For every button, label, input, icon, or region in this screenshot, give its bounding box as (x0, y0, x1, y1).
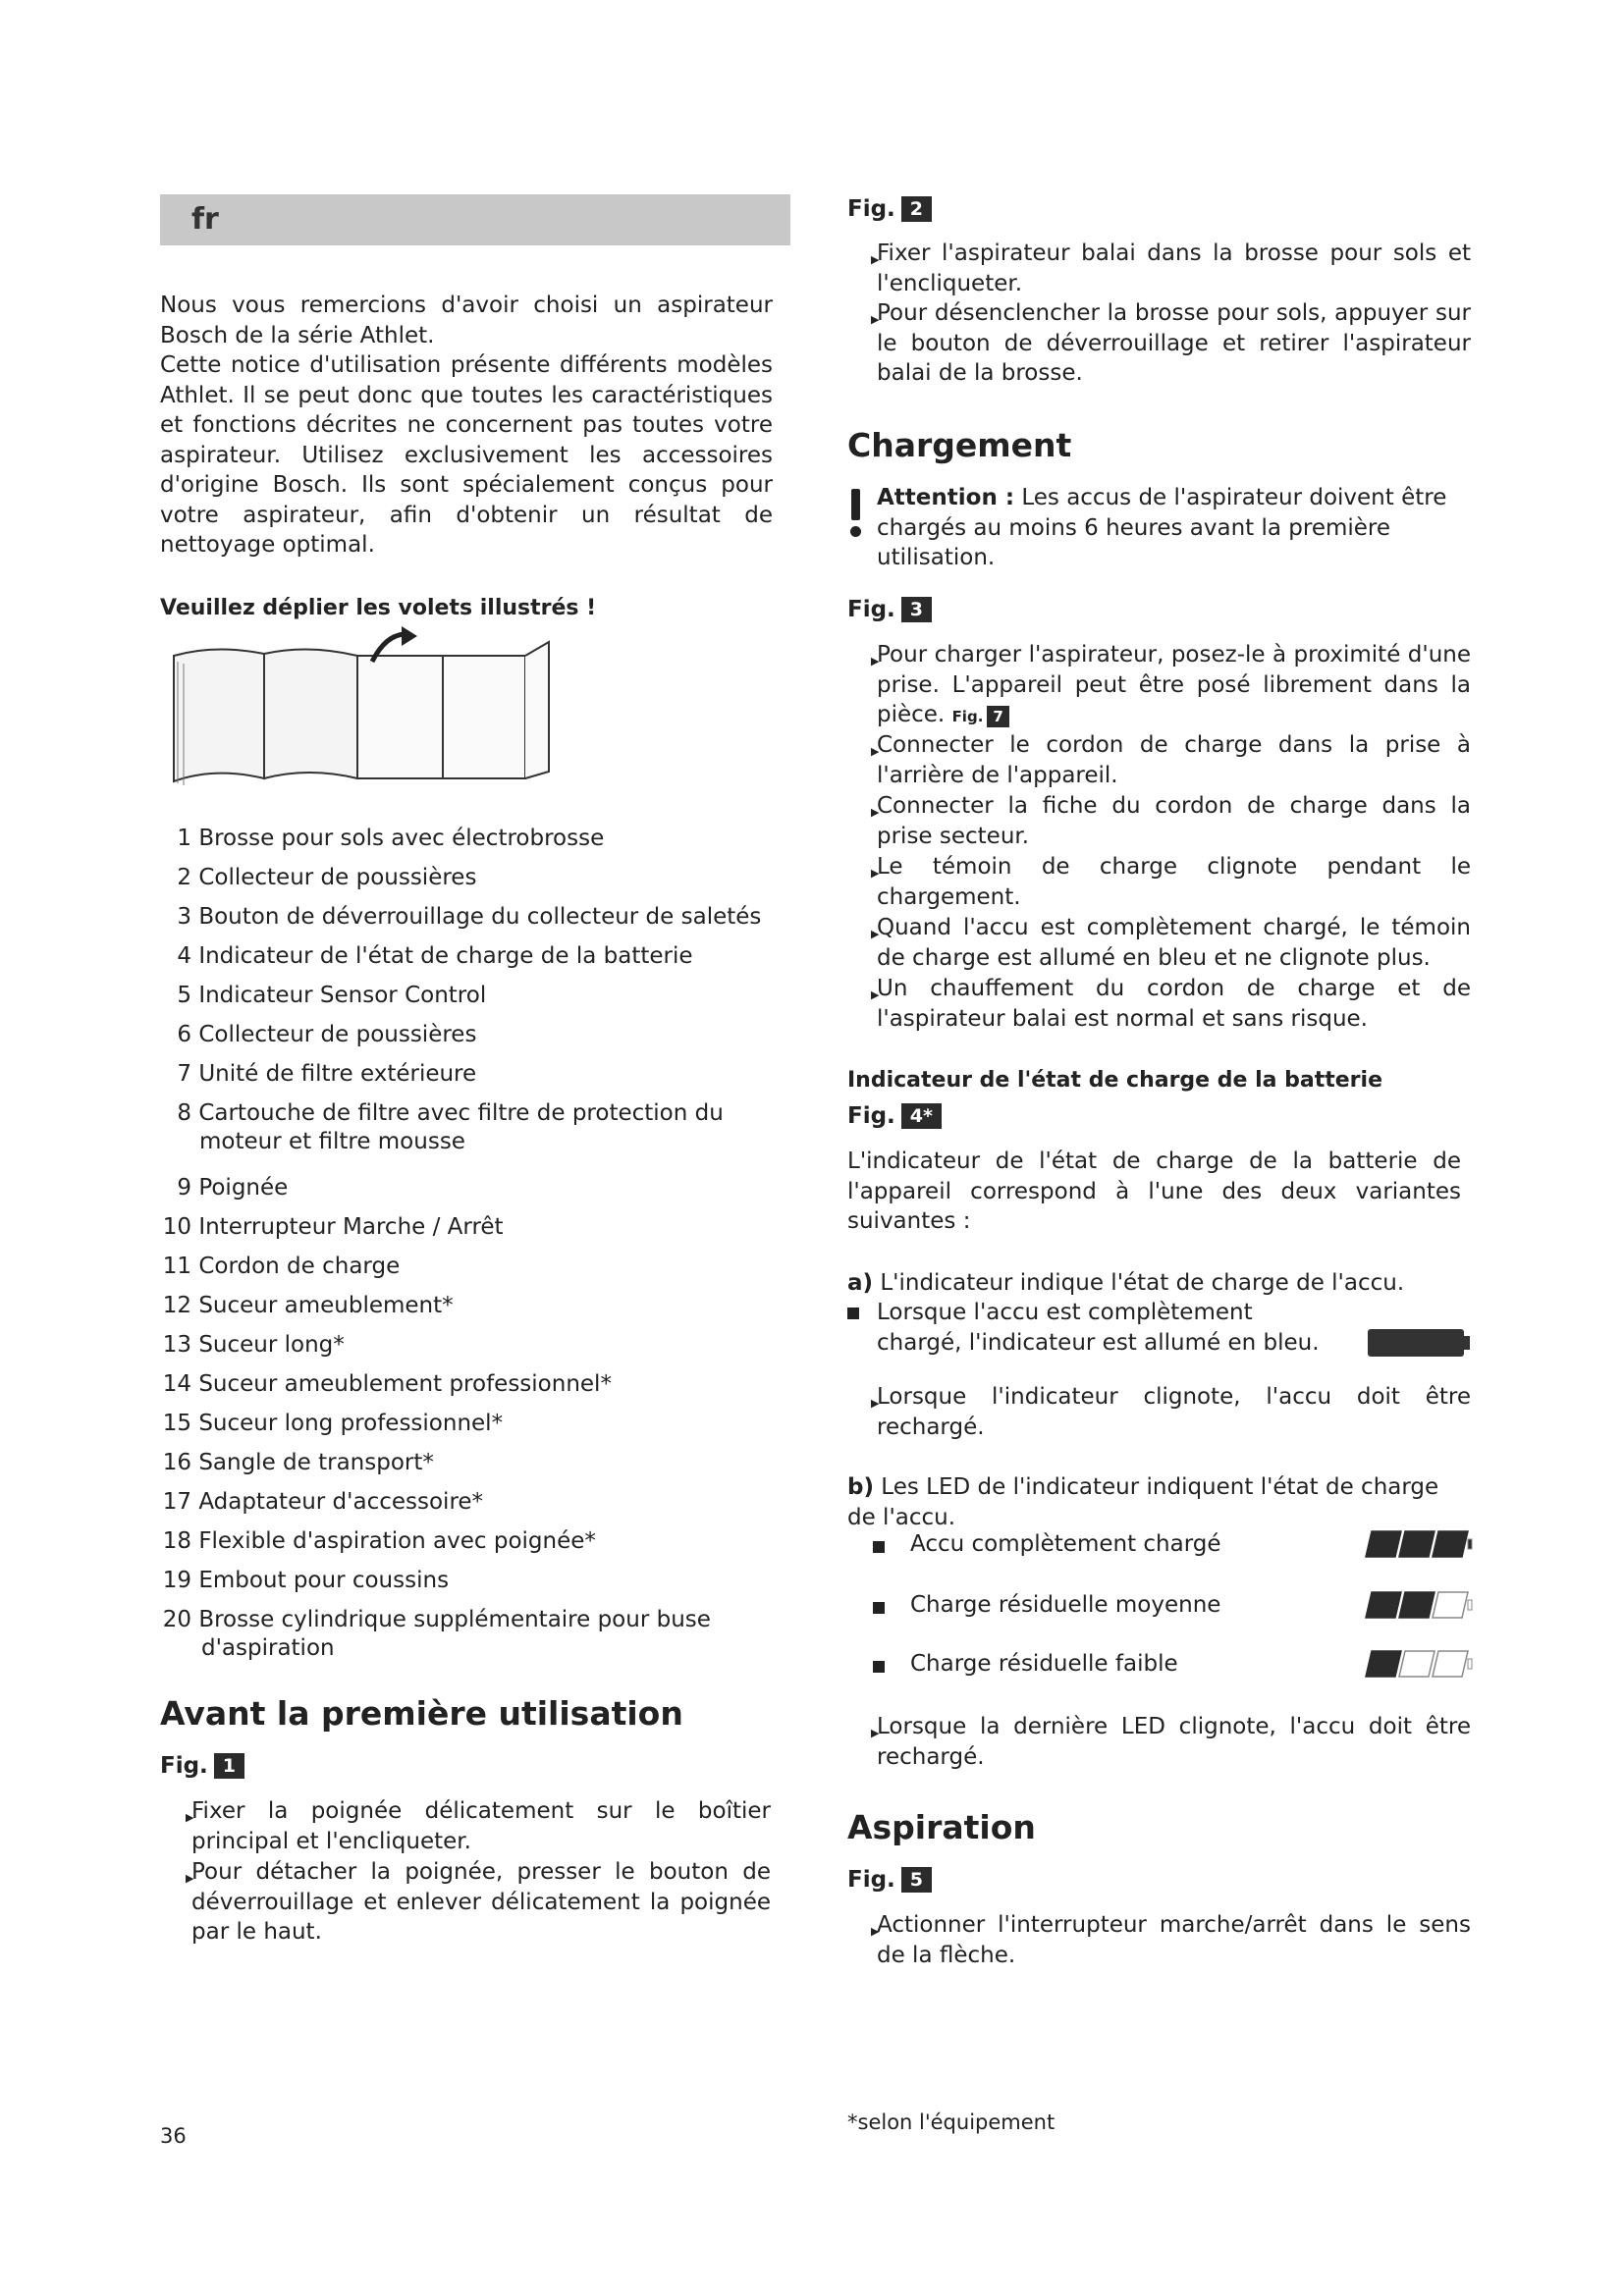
language-code: fr (191, 202, 219, 237)
list-item: 12 Suceur ameublement* (162, 1293, 454, 1318)
list-item: 6 Collecteur de poussières (177, 1022, 477, 1047)
battery-segment-filled (1399, 1531, 1435, 1557)
fig-number-badge: 2 (901, 196, 932, 222)
foldout-book-illustration (166, 626, 570, 793)
level-label: Charge résiduelle moyenne (910, 1592, 1221, 1618)
instruction-step: ▶ Fixer la poignée délicatement sur le boîtier principal et l'encliqueter. (191, 1796, 771, 1856)
list-item: 19 Embout pour coussins (162, 1568, 450, 1593)
fig-number-badge: 1 (214, 1753, 244, 1779)
fig-5-reference: Fig. 5 (847, 1867, 932, 1893)
instruction-step: ▶ Lorsque la dernière LED clignote, l'accu doit être rechargé. (877, 1712, 1471, 1772)
square-bullet (873, 1602, 885, 1614)
charging-heading: Chargement (847, 426, 1072, 464)
fig-3-reference: Fig. 3 (847, 597, 932, 622)
instruction-step: ▶ Actionner l'interrupteur marche/arrêt dans le sens de la flèche. (877, 1910, 1471, 1970)
variant-b: b) Les LED de l'indicateur indiquent l'état de charge de l'accu. (847, 1474, 1439, 1530)
battery-tip (1468, 1659, 1472, 1669)
list-item: 4 Indicateur de l'état de charge de la batterie (177, 943, 693, 969)
list-item: 11 Cordon de charge (162, 1254, 401, 1279)
list-item: 18 Flexible d'aspiration avec poignée* (162, 1528, 596, 1554)
instruction-step: ▶ Quand l'accu est complètement chargé, le témoin de charge est allumé en bleu et ne clignote plus. (877, 913, 1471, 973)
list-item: 1 Brosse pour sols avec électrobrosse (177, 826, 605, 851)
battery-segment-filled (1433, 1531, 1468, 1557)
list-item: 20 Brosse cylindrique supplémentaire pour buse d'aspiration (162, 1607, 711, 1661)
fig-7-reference: Fig. 7 (952, 708, 1009, 725)
instruction-step: ▶ Connecter la fiche du cordon de charge dans la prise secteur. (877, 791, 1471, 851)
square-bullet (847, 1308, 859, 1319)
battery-segment-filled (1399, 1592, 1435, 1618)
list-item: 3 Bouton de déverrouillage du collecteur de saletés (177, 904, 762, 930)
battery-intro: L'indicateur de l'état de charge de la batterie de l'appareil correspond à l'une des deux variantes suivantes : (847, 1148, 1461, 1234)
list-item: 10 Interrupteur Marche / Arrêt (162, 1214, 504, 1240)
fig-number-badge: 4* (901, 1103, 942, 1129)
fig-number-badge: 5 (901, 1867, 932, 1893)
square-bullet (873, 1541, 885, 1553)
instruction-step: ▶ Un chauffement du cordon de charge et de l'aspirateur balai est normal et sans risque. (877, 974, 1471, 1034)
list-item: 16 Sangle de transport* (162, 1450, 434, 1475)
list-item: 8 Cartouche de filtre avec filtre de protection du moteur et filtre mousse (177, 1100, 724, 1154)
fig-number-badge: 3 (901, 597, 932, 622)
list-item: 15 Suceur long professionnel* (162, 1411, 504, 1436)
battery-segment-filled (1366, 1531, 1401, 1557)
variant-a: a) L'indicateur indique l'état de charge de l'accu. (847, 1270, 1405, 1296)
footnote: *selon l'équipement (847, 2110, 1056, 2134)
battery-tip (1468, 1600, 1472, 1610)
list-item: 2 Collecteur de poussières (177, 865, 477, 890)
list-item: 5 Indicateur Sensor Control (177, 983, 487, 1008)
battery-level-icon (1364, 1527, 1474, 1561)
intro-paragraph-2: Cette notice d'utilisation présente différents modèles Athlet. Il se peut donc que toutes les caractéristiques et fonctions décrites ne concernent pas toutes votre aspirateur. Utilisez exclusivement les accessoires d'origine Bosch. Ils sont spécialement conçus pour votre aspirateur, afin d'obtenir un résultat de nettoyage optimal. (160, 352, 773, 558)
level-label: Charge résiduelle faible (910, 1651, 1178, 1677)
level-label: Accu complètement chargé (910, 1531, 1221, 1557)
language-tab (160, 194, 790, 245)
battery-segment-filled (1366, 1651, 1401, 1677)
battery-tip (1468, 1539, 1472, 1549)
list-item: 9 Poignée (177, 1175, 289, 1201)
fig-number-badge: 7 (987, 706, 1008, 727)
instruction-step: ▶ Pour désenclencher la brosse pour sols, appuyer sur le bouton de déverrouillage et retirer l'aspirateur balai de la brosse. (877, 298, 1471, 389)
battery-segment-empty (1433, 1651, 1468, 1677)
battery-full-icon (1366, 1327, 1472, 1359)
list-item: 17 Adaptateur d'accessoire* (162, 1489, 484, 1515)
instruction-step: ▶ Pour charger l'aspirateur, posez-le à proximité d'une prise. L'appareil peut être posé librement dans la pièce. Fig. 7 (877, 640, 1471, 732)
instruction-step: ▶ Fixer l'aspirateur balai dans la brosse pour sols et l'encliqueter. (877, 239, 1471, 298)
aspiration-heading: Aspiration (847, 1808, 1036, 1846)
battery-segment-filled (1366, 1592, 1401, 1618)
battery-indicator-heading: Indicateur de l'état de charge de la batterie (847, 1068, 1382, 1093)
first-use-heading: Avant la première utilisation (160, 1694, 683, 1733)
instruction-step: ▶ Le témoin de charge clignote pendant le chargement. (877, 852, 1471, 912)
list-item: 7 Unité de filtre extérieure (177, 1061, 477, 1087)
battery-segment-empty (1433, 1592, 1468, 1618)
variant-a-item: Lorsque l'accu est complètement chargé, l'indicateur est allumé en bleu. (877, 1300, 1320, 1356)
battery-segment-empty (1399, 1651, 1435, 1677)
page-number: 36 (160, 2124, 187, 2148)
square-bullet (873, 1661, 885, 1673)
fig-1-reference: Fig. 1 (160, 1753, 244, 1779)
instruction-step: ▶ Lorsque l'indicateur clignote, l'accu doit être rechargé. (877, 1382, 1471, 1442)
instruction-step: ▶ Pour détacher la poignée, presser le bouton de déverrouillage et enlever délicatement la poignée par le haut. (191, 1857, 771, 1948)
battery-level-icon (1364, 1647, 1474, 1681)
unfold-notice: Veuillez déplier les volets illustrés ! (160, 596, 597, 620)
instruction-step: ▶ Connecter le cordon de charge dans la prise à l'arrière de l'appareil. (877, 730, 1471, 790)
list-item: 13 Suceur long* (162, 1332, 345, 1358)
list-item: 14 Suceur ameublement professionnel* (162, 1371, 612, 1397)
intro-paragraph-1: Nous vous remercions d'avoir choisi un aspirateur Bosch de la série Athlet. (160, 293, 773, 348)
attention-note: Attention : Les accus de l'aspirateur doivent être chargés au moins 6 heures avant la première utilisation. (877, 485, 1447, 570)
fig-4-reference: Fig. 4* (847, 1103, 942, 1129)
fig-2-reference: Fig. 2 (847, 196, 932, 222)
battery-level-icon (1364, 1588, 1474, 1622)
